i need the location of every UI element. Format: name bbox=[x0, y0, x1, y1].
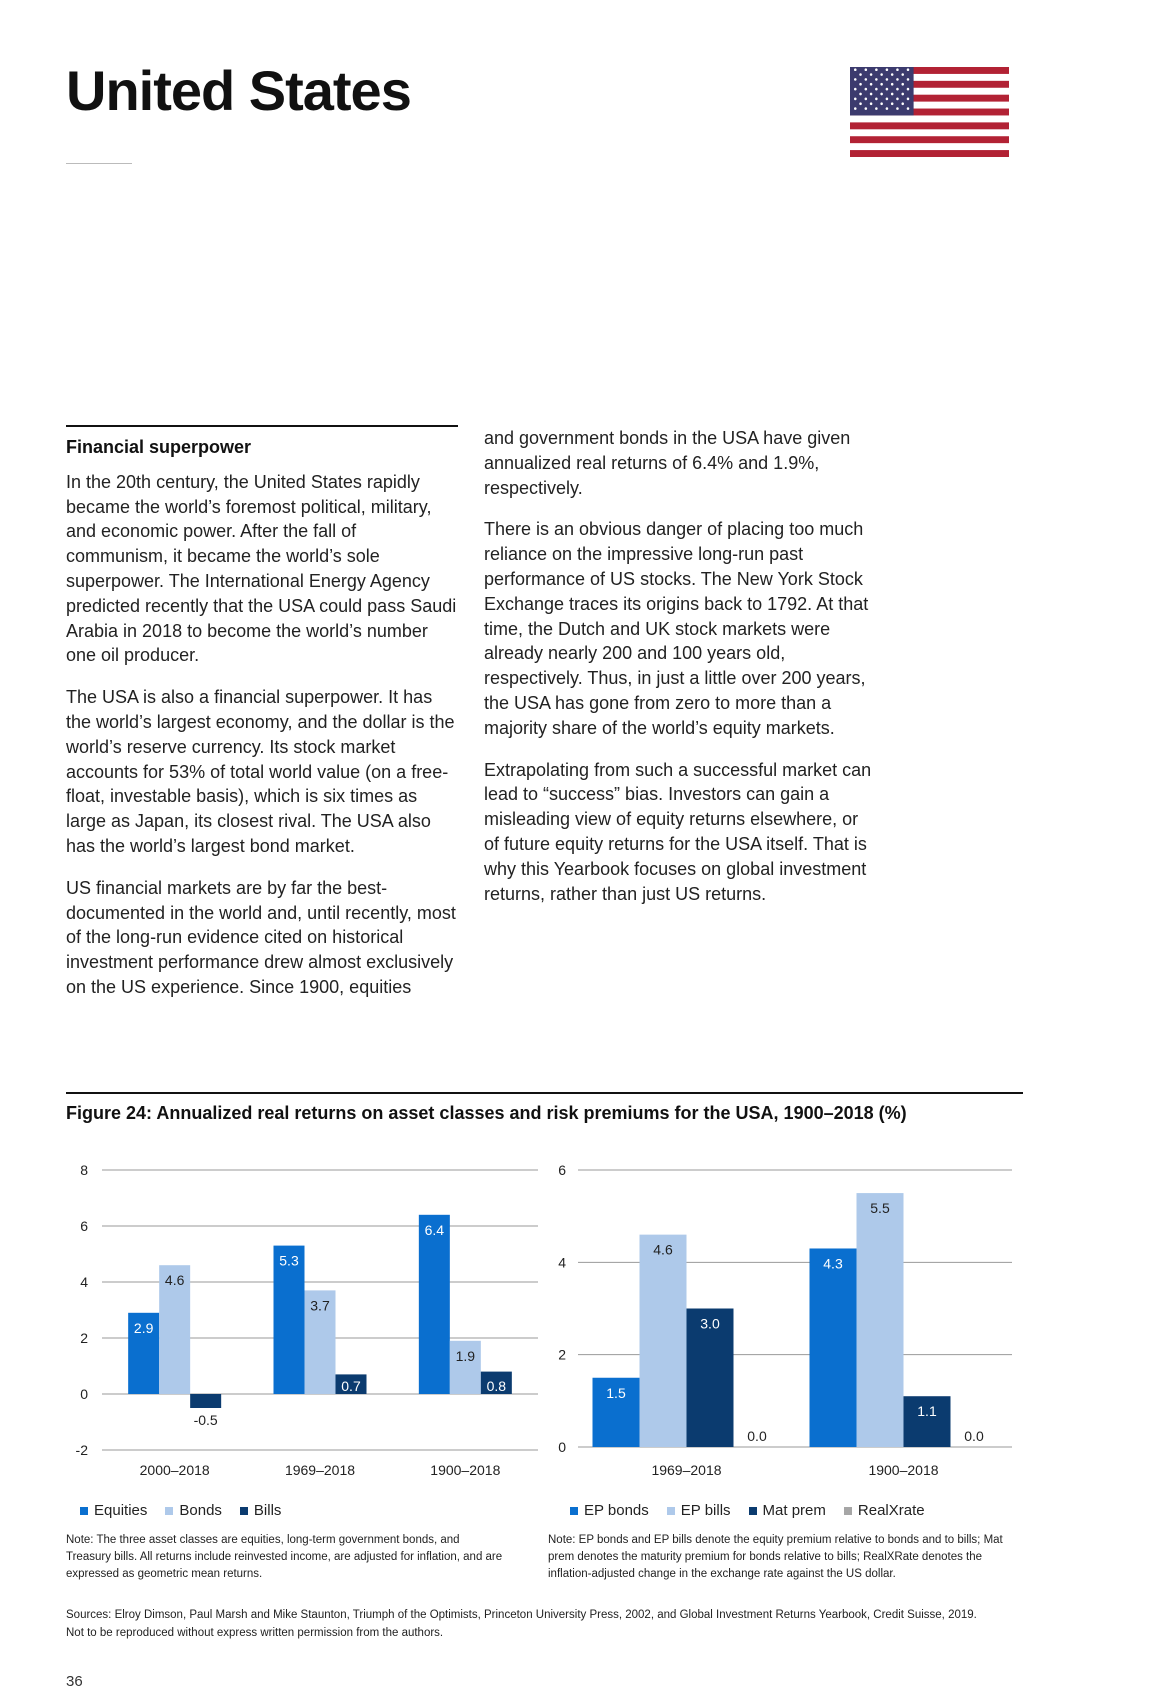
flag-star bbox=[875, 68, 878, 71]
legend-item-bills: Bills bbox=[240, 1502, 282, 1519]
flag-star bbox=[859, 93, 862, 96]
data-label: 2.9 bbox=[133, 1319, 154, 1336]
flag-star bbox=[865, 98, 868, 101]
y-tick-label: -2 bbox=[75, 1442, 88, 1458]
flag-star bbox=[854, 68, 857, 71]
flag-star bbox=[880, 102, 883, 105]
page-number: 36 bbox=[66, 1673, 83, 1690]
y-tick-label: 6 bbox=[80, 1218, 88, 1234]
flag-star bbox=[870, 93, 873, 96]
flag-star bbox=[891, 73, 894, 76]
flag-star bbox=[875, 78, 878, 81]
data-label: 6.4 bbox=[424, 1221, 445, 1238]
flag-star bbox=[865, 107, 868, 110]
paragraph: Extrapolating from such a successful market can lead to “success” bias. Investors can gain a misleading view of equity returns elsewhere, or of future equity returns for the USA itself. That is why this Yearbook focuses on global investment returns, rather than just US returns. bbox=[484, 759, 872, 904]
data-label: 5.3 bbox=[279, 1252, 299, 1269]
paragraph: In the 20th century, the United States rapidly became the world’s foremost political, military, and economic power. After the fall of communism, it became the world’s sole superpower. The International Energy Agency predicted recently that the USA could pass Saudi Arabia in 2018 to become the world’s number one oil producer. bbox=[66, 471, 457, 666]
paragraph: US financial markets are by far the best-documented in the world and, until recently, most of the long-run evidence cited on historical investment performance drew almost exclusively on the US experience. Since 1900, equities bbox=[66, 877, 456, 997]
y-tick-label: 4 bbox=[80, 1274, 88, 1290]
flag-star bbox=[880, 73, 883, 76]
flag-star bbox=[896, 68, 899, 71]
x-tick-label: 1969–2018 bbox=[651, 1462, 722, 1478]
flag-star bbox=[891, 83, 894, 86]
bar-ep-bills bbox=[857, 1193, 904, 1447]
data-label: 1.1 bbox=[917, 1403, 937, 1420]
asset-returns-chart bbox=[66, 1150, 546, 1480]
data-label: 0.0 bbox=[964, 1428, 984, 1444]
flag-star bbox=[907, 98, 910, 101]
flag-star bbox=[854, 78, 857, 81]
y-tick-label: 4 bbox=[558, 1254, 566, 1271]
legend-item-ep-bonds: EP bonds bbox=[570, 1502, 649, 1519]
data-label: 0.7 bbox=[341, 1378, 361, 1394]
y-tick-label: 2 bbox=[558, 1346, 566, 1363]
right-chart-note: Note: EP bonds and EP bills denote the equity premium relative to bonds and to bills; Mat prem denotes the maturity premium for bonds relative to bills; RealXRate denotes the inflation-adjusted change in the exchange rate against the US dollar. bbox=[548, 1534, 1003, 1580]
flag-star bbox=[907, 88, 910, 91]
legend-item-bonds: Bonds bbox=[165, 1502, 222, 1519]
legend-right bbox=[570, 1502, 925, 1519]
flag-star bbox=[907, 78, 910, 81]
flag-star bbox=[886, 68, 889, 71]
flag-star bbox=[907, 107, 910, 110]
flag-star bbox=[859, 83, 862, 86]
data-label: 1.9 bbox=[455, 1347, 476, 1364]
data-label: 5.5 bbox=[870, 1200, 890, 1217]
flag-star bbox=[891, 102, 894, 105]
flag-star bbox=[896, 107, 899, 110]
flag-star bbox=[886, 107, 889, 110]
data-label: 0.8 bbox=[486, 1378, 507, 1394]
data-label: 3.0 bbox=[700, 1315, 720, 1332]
x-tick-label: 1900–2018 bbox=[430, 1462, 501, 1478]
flag-star bbox=[901, 102, 904, 105]
paragraph: The USA is also a financial superpower. It has the world’s largest economy, and the dollar is the world’s reserve currency. Its stock market accounts for 53% of total world value (on a free-float, investable basis), which is six times as large as Japan, its closest rival. The USA also has the world’s largest bond market. bbox=[66, 687, 455, 856]
legend-left bbox=[80, 1502, 281, 1519]
sources-note: Sources: Elroy Dimson, Paul Marsh and Mike Staunton, Triumph of the Optimists, Princeton University Press, 2002, and Global Investment Returns Yearbook, Credit Suisse, 2019. Not to be reproduced without express written permission from the authors. bbox=[66, 1609, 977, 1639]
flag-star bbox=[865, 78, 868, 81]
page-title: United States bbox=[66, 59, 411, 122]
bar-ep-bills bbox=[640, 1235, 687, 1447]
risk-premiums-chart bbox=[552, 1150, 1022, 1480]
bar-ep-bonds bbox=[810, 1248, 857, 1447]
bar-equities bbox=[419, 1215, 450, 1394]
section-heading: Financial superpower bbox=[66, 437, 252, 457]
text-column-left bbox=[66, 425, 458, 1017]
data-label: 4.3 bbox=[823, 1255, 843, 1272]
data-label: 3.7 bbox=[310, 1297, 330, 1314]
legend-item-equities: Equities bbox=[80, 1502, 147, 1519]
flag-star bbox=[886, 98, 889, 101]
flag-star bbox=[907, 68, 910, 71]
flag-star bbox=[870, 83, 873, 86]
y-tick-label: 2 bbox=[80, 1330, 88, 1346]
data-label: 0.0 bbox=[747, 1428, 767, 1444]
data-label: 4.6 bbox=[164, 1272, 185, 1289]
flag-star bbox=[896, 78, 899, 81]
figure-divider bbox=[66, 1092, 1023, 1094]
legend-item-realxrate: RealXrate bbox=[844, 1502, 925, 1519]
flag-star bbox=[891, 93, 894, 96]
flag-star bbox=[886, 88, 889, 91]
flag-star bbox=[859, 73, 862, 76]
flag-star bbox=[854, 88, 857, 91]
bar-bills bbox=[190, 1394, 221, 1408]
x-tick-label: 1969–2018 bbox=[284, 1462, 356, 1478]
flag-star bbox=[875, 98, 878, 101]
flag-star bbox=[854, 107, 857, 110]
flag-star bbox=[865, 88, 868, 91]
flag-star bbox=[865, 68, 868, 71]
y-tick-label: 8 bbox=[80, 1162, 88, 1178]
flag-star bbox=[901, 93, 904, 96]
legend-item-ep-bills: EP bills bbox=[667, 1502, 731, 1519]
flag-star bbox=[880, 83, 883, 86]
x-tick-label: 1900–2018 bbox=[868, 1462, 939, 1478]
flag-star bbox=[901, 83, 904, 86]
flag-star bbox=[896, 98, 899, 101]
left-chart-note: Note: The three asset classes are equities, long-term government bonds, and Treasury bills. All returns include reinvested income, are adjusted for inflation, and are expressed as geometric mean returns. bbox=[66, 1534, 503, 1580]
flag-star bbox=[870, 73, 873, 76]
data-label: 4.6 bbox=[653, 1241, 673, 1258]
y-tick-label: 6 bbox=[558, 1162, 566, 1178]
text-column-right bbox=[484, 426, 876, 923]
us-flag-icon bbox=[850, 67, 1009, 157]
title-divider bbox=[66, 163, 132, 164]
flag-star bbox=[854, 98, 857, 101]
paragraph: There is an obvious danger of placing too much reliance on the impressive long-run past performance of US stocks. The New York Stock Exchange traces its origins back to 1792. At that time, the Dutch and UK stock markets were already nearly 200 and 100 years old, respectively. Thus, in just a little over 200 years, the USA has gone from zero to more than a majority share of the world’s equity markets. bbox=[484, 519, 869, 738]
flag-star bbox=[880, 93, 883, 96]
y-tick-label: 0 bbox=[558, 1439, 566, 1455]
flag-star bbox=[859, 102, 862, 105]
flag-star bbox=[870, 102, 873, 105]
flag-star bbox=[901, 73, 904, 76]
x-tick-label: 2000–2018 bbox=[139, 1462, 210, 1478]
flag-star bbox=[875, 107, 878, 110]
y-tick-label: 0 bbox=[80, 1386, 88, 1402]
flag-star bbox=[896, 88, 899, 91]
legend-item-mat-prem: Mat prem bbox=[749, 1502, 826, 1519]
paragraph: and government bonds in the USA have given annualized real returns of 6.4% and 1.9%, respectively. bbox=[484, 428, 851, 498]
flag-star bbox=[886, 78, 889, 81]
data-label: -0.5 bbox=[193, 1412, 218, 1428]
data-label: 1.5 bbox=[606, 1384, 626, 1401]
figure-title: Figure 24: Annualized real returns on asset classes and risk premiums for the USA, 1900–2018 (%) bbox=[66, 1103, 907, 1123]
flag-star bbox=[875, 88, 878, 91]
